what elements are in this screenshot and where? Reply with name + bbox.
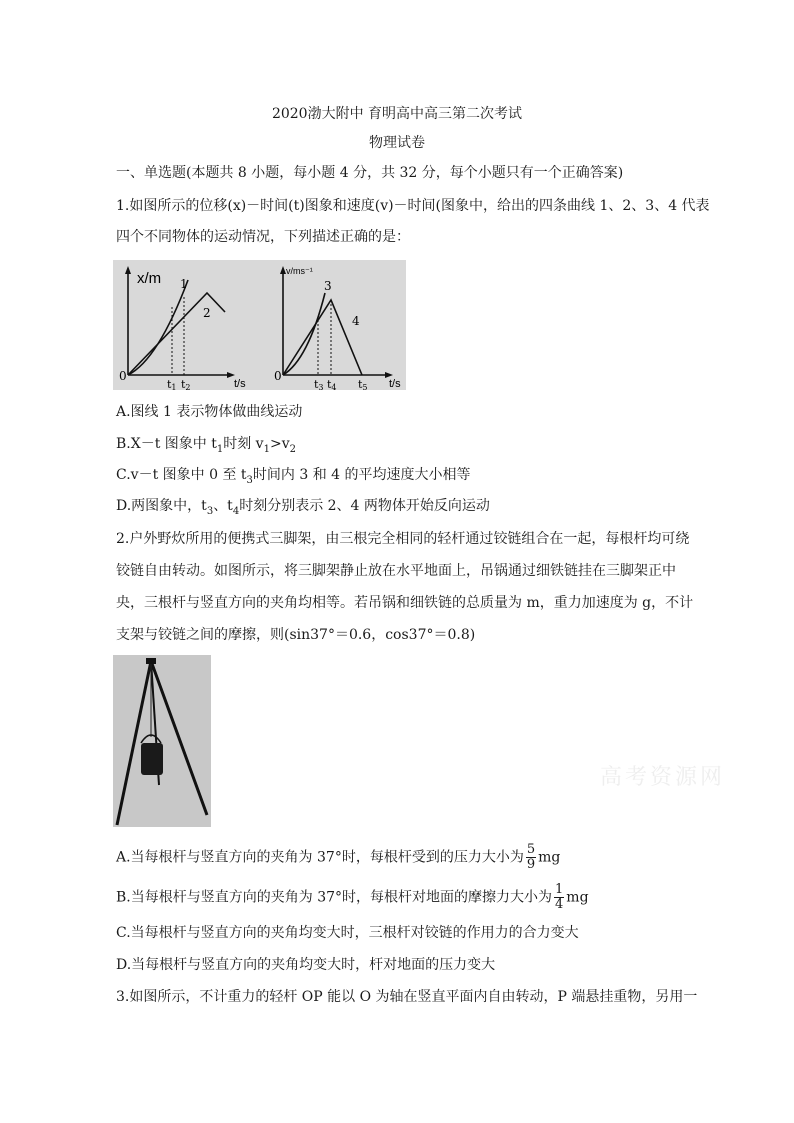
hinge [146,658,156,664]
q1-option-a: A.图线 1 表示物体做曲线运动 [116,404,303,420]
q1-stem-line2: 四个不同物体的运动情况，下列描述正确的是： [116,229,410,245]
q2-stem-line3: 央，三根杆与竖直方向的夹角均相等。若吊锅和细铁链的总质量为 m，重力加速度为 g，不计 [116,595,694,611]
q1-option-d: D.两图象中，$t_3$、$t_4$时刻分别表示 2、4 两物体开始反向运动 [116,498,490,517]
q1-option-c: C.v－t 图象中 0 至 $t_3$时间内 3 和 4 的平均速度大小相等 [116,467,471,486]
q1-motion-graphs [113,260,406,390]
q2-option-c: C.当每根杆与竖直方向的夹角均变大时，三根杆对铰链的作用力的合力变大 [116,925,579,941]
t1-label: t1 [167,378,177,390]
q2-stem-line1: 2.户外野炊所用的便携式三脚架，由三根完全相同的轻杆通过铰链组合在一起，每根杆均可绕 [116,531,690,547]
x-t-ylabel: x/m [137,270,162,287]
q2-tripod-photo [113,655,211,827]
hanging-pot [141,743,163,775]
curve-3-label: 3 [324,279,332,293]
q1-option-b: B.X－t 图象中 $t_1$时刻 $v_1>v_2$ [116,436,296,455]
exam-title: 2020渤大附中 育明高中高三第二次考试 [271,106,523,122]
t5-label: t5 [358,378,368,390]
q2-stem-line2: 铰链自由转动。如图所示，将三脚架静止放在水平地面上，吊锅通过细铁链挂在三脚架正中 [116,563,676,579]
v-t-xlabel: t/s [389,378,401,390]
t2-label: t2 [181,378,191,390]
fraction-5-9: $\frac{5}{9}$ [526,842,536,872]
v-t-ylabel: v/ms⁻¹ [286,266,313,276]
curve-1-label: 1 [180,277,188,291]
curve-2-label: 2 [203,306,211,320]
x-t-xlabel: t/s [234,378,246,390]
paper-subtitle: 物理试卷 [369,135,425,151]
q2-stem-line4: 支架与铰链之间的摩擦，则(sin37°＝0.6，cos37°＝0.8) [116,627,476,643]
q2-option-a: A.当每根杆与竖直方向的夹角为 37°时，每根杆受到的压力大小为 $\frac{5}{9}$ mg [116,842,561,872]
photo-background [113,655,211,827]
section-heading: 一、单选题(本题共 8 小题，每小题 4 分，共 32 分，每个小题只有一个正确答案) [116,165,624,181]
q2-option-d: D.当每根杆与竖直方向的夹角均变大时，杆对地面的压力变大 [116,957,496,973]
fraction-1-4: $\frac{1}{4}$ [555,882,564,912]
q2-option-b: B.当每根杆与竖直方向的夹角为 37°时，每根杆对地面的摩擦力大小为 $\frac{1}{4}$ mg [116,882,589,912]
v-t-origin: 0 [274,369,282,383]
t4-label: t4 [327,378,337,390]
q1-stem-line1: 1.如图所示的位移(x)－时间(t)图象和速度(v)－时间(图象中，给出的四条曲线 1、2、3、4 代表 [116,198,710,214]
watermark: 高考资源网 [600,765,726,790]
t3-label: t3 [314,378,324,390]
x-t-origin: 0 [119,369,127,383]
curve-4-label: 4 [352,314,360,328]
q3-stem-line1: 3.如图所示，不计重力的轻杆 OP 能以 O 为轴在竖直平面内自由转动，P 端悬挂重物，另用一 [116,989,698,1005]
